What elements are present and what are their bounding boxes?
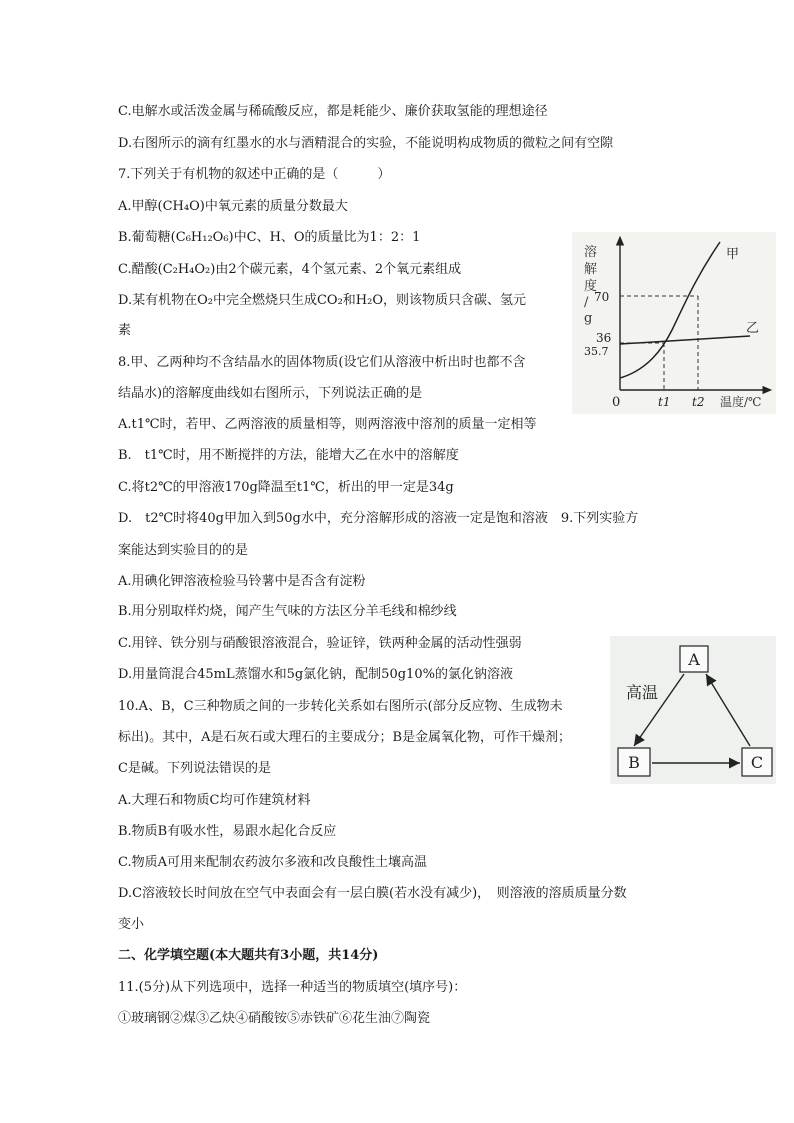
text-line: D.某有机物在O₂中完全燃烧只生成CO₂和H₂O，则该物质只含碳、氢元 xyxy=(118,293,526,308)
text-line: A.甲醇(CH₄O)中氧元素的质量分数最大 xyxy=(118,199,348,214)
x-axis-label: 温度/℃ xyxy=(720,395,762,409)
text-line: B. t1℃时，用不断搅拌的方法，能增大乙在水中的溶解度 xyxy=(118,448,459,463)
series-label-jia: 甲 xyxy=(726,247,740,262)
text-line: B.用分别取样灼烧，闻产生气味的方法区分羊毛线和棉纱线 xyxy=(118,604,457,619)
text-line: D.C溶液较长时间放在空气中表面会有一层白膜(若水没有减少)， 则溶液的溶质质量分数 xyxy=(118,886,627,901)
edge-label-high-temp: 高温 xyxy=(626,683,659,702)
text-line: C.醋酸(C₂H₄O₂)由2个碳元素，4个氢元素、2个氧元素组成 xyxy=(118,262,462,277)
text-line: C是碱。下列说法错误的是 xyxy=(118,761,271,776)
svg-text:A: A xyxy=(688,650,700,669)
conversion-diagram-svg xyxy=(610,636,776,784)
node-b xyxy=(618,748,650,776)
text-line: 11.(5分)从下列选项中，选择一种适当的物质填空(填序号)： xyxy=(118,980,467,995)
y-axis-label-char: g xyxy=(584,311,593,326)
x-tick-t1: t1 xyxy=(658,395,671,409)
y-tick-70: 70 xyxy=(594,290,610,304)
node-c xyxy=(742,748,772,776)
text-line: 8.甲、乙两种均不含结晶水的固体物质(设它们从溶液中析出时也都不含 xyxy=(118,355,526,370)
node-a xyxy=(680,646,708,672)
y-tick-35-7: 35.7 xyxy=(584,345,609,358)
text-line: 10.A、B，C三种物质之间的一步转化关系如右图所示(部分反应物、生成物未 xyxy=(118,699,563,714)
text-line: D.右图所示的滴有红墨水的水与酒精混合的实验，不能说明构成物质的微粒之间有空隙 xyxy=(118,136,614,151)
x-tick-t2: t2 xyxy=(692,395,705,409)
solubility-chart xyxy=(572,232,776,414)
conversion-diagram xyxy=(610,636,776,784)
y-tick-36: 36 xyxy=(596,331,612,345)
text-line: A.t1℃时，若甲、乙两溶液的质量相等，则两溶液中溶剂的质量一定相等 xyxy=(118,417,537,432)
series-label-yi: 乙 xyxy=(746,321,760,336)
text-line: C.物质A可用来配制农药波尔多液和改良酸性土壤高温 xyxy=(118,855,428,870)
curve-jia xyxy=(620,242,720,378)
text-line: 结晶水)的溶解度曲线如右图所示，下列说法正确的是 xyxy=(118,386,423,401)
text-line: 7.下列关于有机物的叙述中正确的是（ ） xyxy=(118,167,391,182)
curve-yi xyxy=(620,336,750,344)
text-line: B.物质B有吸水性，易跟水起化合反应 xyxy=(118,824,337,839)
origin-label: 0 xyxy=(612,395,621,410)
y-axis-label-char: 溶 xyxy=(584,245,598,260)
text-line: A.大理石和物质C均可作建筑材料 xyxy=(118,793,311,808)
text-line: C.用锌、铁分别与硝酸银溶液混合，验证锌，铁两种金属的活动性强弱 xyxy=(118,636,522,651)
text-line: A.用碘化钾溶液检验马铃薯中是否含有淀粉 xyxy=(118,574,366,589)
text-line: B.葡萄糖(C₆H₁₂O₆)中C、H、O的质量比为1：2：1 xyxy=(118,230,421,245)
text-line: C.电解水或活泼金属与稀硫酸反应，都是耗能少、廉价获取氢能的理想途径 xyxy=(118,104,548,119)
text-line: C.将t2℃的甲溶液170g降温至t1℃，析出的甲一定是34g xyxy=(118,480,454,495)
arrow-c-to-a xyxy=(706,674,750,746)
y-axis-label-char: 解 xyxy=(584,262,598,277)
y-axis-label-char: 度 xyxy=(584,279,598,294)
text-line: 标出)。其中，A是石灰石或大理石的主要成分；B是金属氧化物，可作干燥剂； xyxy=(118,730,572,745)
text-line: 变小 xyxy=(118,917,145,932)
y-axis-label-char: / xyxy=(584,295,589,310)
section-heading: 二、化学填空题(本大题共有3小题，共14分) xyxy=(118,948,379,963)
text-line: 案能达到实验目的的是 xyxy=(118,543,249,558)
text-line: D.用量筒混合45mL蒸馏水和5g氯化钠，配制50g10%的氯化钠溶液 xyxy=(118,667,513,682)
text-line: 素 xyxy=(118,323,132,338)
solubility-chart-svg xyxy=(572,232,776,414)
svg-text:C: C xyxy=(750,753,764,772)
text-line: D. t2℃时将40g甲加入到50g水中，充分溶解形成的溶液一定是饱和溶液 9.下列实验方 xyxy=(118,511,639,526)
text-line: ①玻璃钢②煤③乙炔④硝酸铵⑤赤铁矿⑥花生油⑦陶瓷 xyxy=(118,1011,431,1026)
y-axis-label xyxy=(584,244,597,326)
svg-text:B: B xyxy=(628,753,640,772)
